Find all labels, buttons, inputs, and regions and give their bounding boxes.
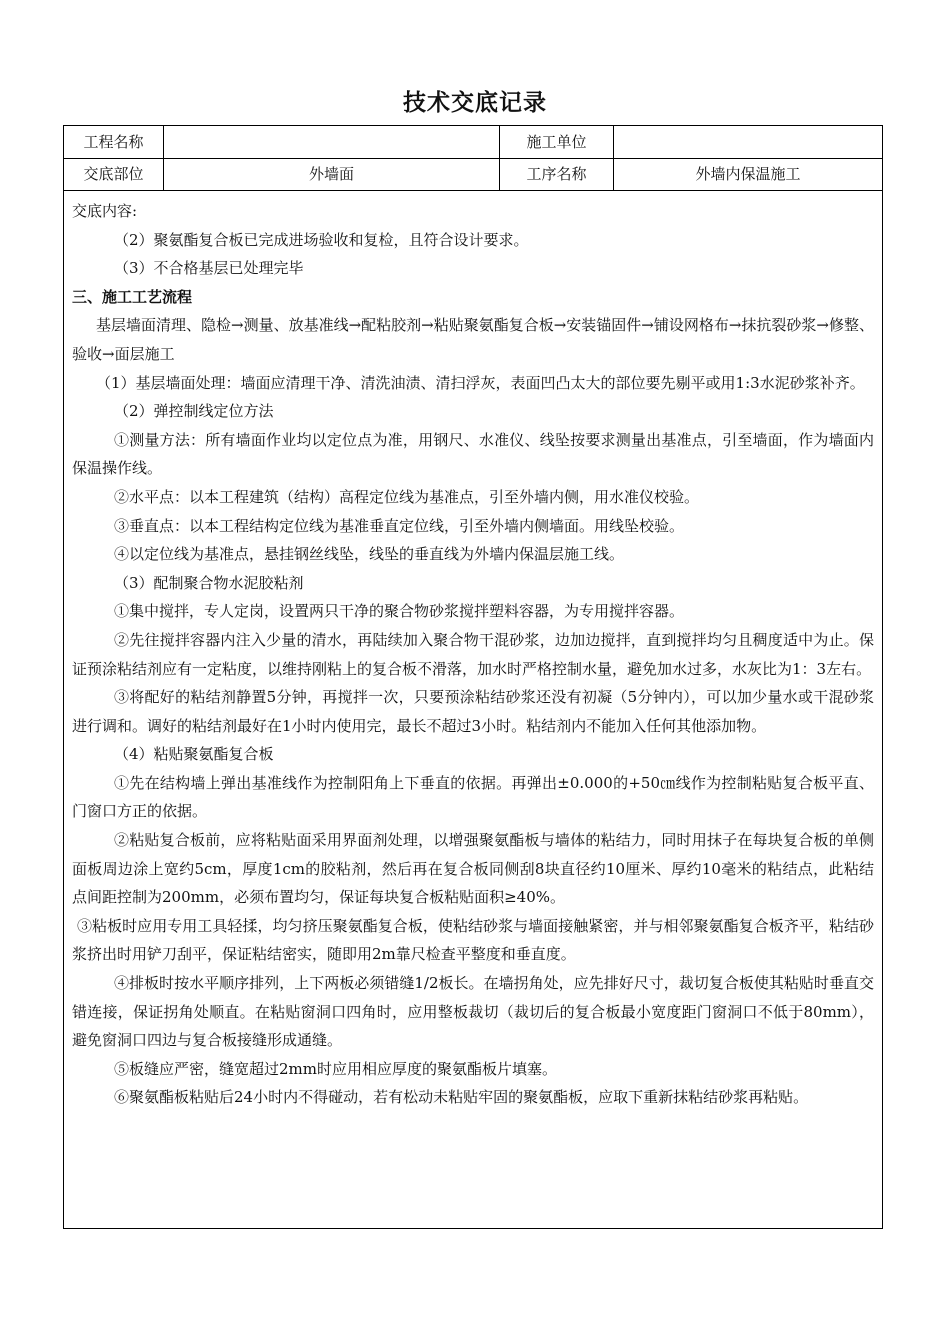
value-process-name: 外墙内保温施工: [613, 158, 882, 190]
paragraph: （2）聚氨酯复合板已完成进场验收和复检，且符合设计要求。: [114, 230, 529, 249]
paragraph: ①先在结构墙上弹出基准线作为控制阳角上下垂直的依据。再弹出±0.000的+50㎝线作为控制粘贴复合板平直、门窗口方正的依据。: [72, 773, 874, 821]
disclosure-content: [64, 191, 882, 1112]
label-project-name: 工程名称: [83, 133, 144, 151]
table-row-project: [64, 126, 882, 159]
paragraph: ①集中搅拌，专人定岗，设置两只干净的聚合物砂浆搅拌塑料容器，为专用搅拌容器。: [114, 602, 685, 621]
paragraph: ④排板时按水平顺序排列，上下两板必须错缝1/2板长。在墙拐角处，应先排好尺寸，裁切复合板使其粘贴时垂直交错连接，保证拐角处顺直。在粘贴窗洞口四角时，应用整板裁切（裁切后的复合板最小宽度距门窗洞口不低于80mm），避免窗洞口四边与复合板接缝形成通缝。: [72, 974, 874, 1050]
section-heading: 三、施工工艺流程: [72, 287, 193, 306]
paragraph: ③将配好的粘结剂静置5分钟，再搅拌一次，只要预涂粘结砂浆还没有初凝（5分钟内），可以加少量水或干混砂浆进行调和。调好的粘结剂最好在1小时内使用完，最长不超过3小时。粘结剂内不能加入任何其他添加物。: [72, 688, 874, 735]
paragraph: ②水平点：以本工程建筑（结构）高程定位线为基准点，引至外墙内侧，用水准仪校验。: [114, 487, 700, 506]
paragraph: ③垂直点：以本工程结构定位线为基准垂直定位线，引至外墙内侧墙面。用线坠校验。: [114, 516, 685, 535]
content-label: 交底内容:: [72, 202, 138, 220]
paragraph: ⑥聚氨酯板粘贴后24小时内不得碰动，若有松动未粘贴牢固的聚氨酯板，应取下重新抹粘结砂浆再粘贴。: [114, 1088, 809, 1107]
paragraph: ①测量方法：所有墙面作业均以定位点为准，用钢尺、水准仪、线坠按要求测量出基准点，引至墙面，作为墙面内保温操作线。: [72, 430, 874, 478]
disclosure-table: [63, 125, 883, 1229]
label-construction-unit: 施工单位: [499, 126, 613, 158]
paragraph: （1）基层墙面处理：墙面应清理干净、清洗油渍、清扫浮灰，表面凹凸太大的部位要先剔平或用1:3水泥砂浆补齐。: [96, 373, 865, 392]
paragraph: （3）配制聚合物水泥胶粘剂: [114, 573, 304, 592]
table-row-location: [64, 158, 882, 191]
label-disclosure-location: 交底部位: [83, 165, 144, 183]
value-project-name: [163, 126, 499, 158]
paragraph: （4）粘贴聚氨酯复合板: [114, 745, 274, 764]
paragraph: ②先往搅拌容器内注入少量的清水，再陆续加入聚合物干混砂浆，边加边搅拌，直到搅拌均匀且稠度适中为止。保证预涂粘结剂应有一定粘度，以维持刚粘上的复合板不滑落，加水时严格控制水量，避免加水过多，水灰比为1：3左右。: [72, 630, 874, 678]
paragraph: ④以定位线为基准点，悬挂钢丝线坠，线坠的垂直线为外墙内保温层施工线。: [114, 545, 625, 564]
paragraph: ②粘贴复合板前，应将粘贴面采用界面剂处理，以增强聚氨酯板与墙体的粘结力，同时用抹子在每块复合板的单侧面板周边涂上宽约5cm，厚度1cm的胶粘剂，然后再在复合板同侧刮8块直径约10厘米、厚约10毫米的粘结点，此粘结点间距控制为200mm，必须布置均匀，保证每块复合板粘贴面积≥40%。: [72, 831, 874, 907]
paragraph: ⑤板缝应严密，缝宽超过2mm时应用相应厚度的聚氨酯板片填塞。: [114, 1059, 557, 1078]
value-construction-unit: [613, 126, 882, 158]
paragraph: （3）不合格基层已处理完毕: [114, 259, 304, 278]
paragraph: （2）弹控制线定位方法: [114, 402, 274, 421]
value-disclosure-location: 外墙面: [163, 158, 499, 190]
paragraph: 基层墙面清理、隐检→测量、放基准线→配粘胶剂→粘贴聚氨酯复合板→安装锚固件→铺设网格布→抹抗裂砂浆→修整、验收→面层施工: [72, 316, 874, 363]
label-process-name: 工序名称: [499, 158, 613, 190]
document-title: 技术交底记录: [403, 90, 547, 116]
paragraph: ③粘板时应用专用工具轻揉，均匀挤压聚氨酯复合板，使粘结砂浆与墙面接触紧密，并与相邻聚氨酯复合板齐平，粘结砂浆挤出时用铲刀刮平，保证粘结密实，随即用2m靠尺检查平整度和垂直度。: [72, 916, 874, 964]
